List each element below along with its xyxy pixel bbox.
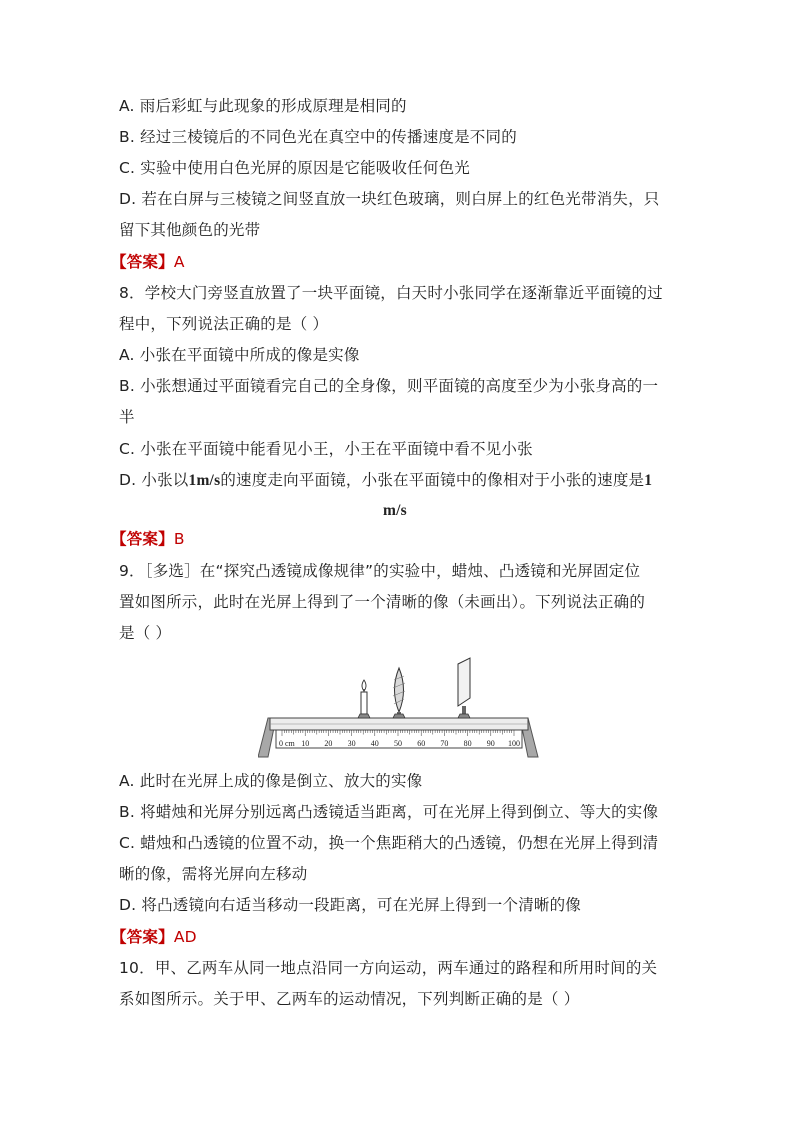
answer-label: 【答案】	[111, 253, 174, 271]
q9-option-c: C. 蜡烛和凸透镜的位置不动，换一个焦距稍大的凸透镜，仍想在光屏上得到清	[119, 834, 659, 852]
q8-option-b-continued: 半	[119, 408, 135, 426]
q8-option-d-middle: 的速度走向平面镜，小张在平面镜中的像相对于小张的速度是	[220, 471, 645, 489]
q8-option-c: C. 小张在平面镜中能看见小王，小王在平面镜中看不见小张	[119, 440, 533, 458]
light-screen-icon	[458, 658, 470, 718]
answer-value: B	[173, 530, 185, 548]
ruler-tick-label: 70	[440, 739, 449, 748]
candle-icon	[358, 680, 370, 718]
answer-label: 【答案】	[111, 928, 174, 946]
ruler-tick-label: 50	[394, 739, 402, 748]
q8-relative-speed-unit: m/s	[383, 502, 407, 519]
ruler-tick-label: 80	[463, 739, 472, 748]
ruler-tick-label: 10	[301, 739, 310, 748]
q7-option-a: A. 雨后彩虹与此现象的形成原理是相同的	[119, 97, 407, 115]
q9-option-c-continued: 晰的像，需将光屏向左移动	[119, 865, 308, 883]
answer-value: AD	[173, 928, 197, 946]
q9-option-b: B. 将蜡烛和光屏分别远离凸透镜适当距离，可在光屏上得到倒立、等大的实像	[119, 803, 659, 821]
q8-stem-line-1: 8．学校大门旁竖直放置了一块平面镜，白天时小张同学在逐渐靠近平面镜的过	[119, 284, 663, 302]
answer-label: 【答案】	[111, 530, 174, 548]
q9-stem-line-3: 是（ ）	[119, 624, 172, 642]
q9-option-d: D. 将凸透镜向右适当移动一段距离，可在光屏上得到一个清晰的像	[119, 896, 581, 914]
q7-option-d-continued: 留下其他颜色的光带	[119, 221, 261, 239]
ruler-tick-label: 60	[417, 739, 426, 748]
q10-stem-line-2: 系如图所示。关于甲、乙两车的运动情况，下列判断正确的是（ ）	[119, 990, 580, 1008]
q8-answer	[111, 528, 185, 550]
q8-relative-speed-number: 1	[644, 472, 653, 489]
ruler-tick-label: 30	[347, 739, 356, 748]
q8-option-b: B. 小张想通过平面镜看完自己的全身像，则平面镜的高度至少为小张身高的一	[119, 377, 659, 395]
q8-option-d	[119, 469, 652, 492]
optical-bench-figure	[258, 650, 540, 760]
q7-option-d: D. 若在白屏与三棱镜之间竖直放一块红色玻璃，则白屏上的红色光带消失，只	[119, 190, 660, 208]
q9-stem-line-1: 9．［多选］在“探究凸透镜成像规律”的实验中，蜡烛、凸透镜和光屏固定位	[119, 562, 641, 580]
q9-answer	[111, 926, 197, 948]
convex-lens-icon	[393, 668, 405, 718]
q7-option-c: C. 实验中使用白色光屏的原因是它能吸收任何色光	[119, 159, 470, 177]
q8-option-a: A. 小张在平面镜中所成的像是实像	[119, 346, 360, 364]
ruler-tick-label: 90	[486, 739, 495, 748]
q9-option-a: A. 此时在光屏上成的像是倒立、放大的实像	[119, 772, 423, 790]
q9-stem-line-2: 置如图所示，此时在光屏上得到了一个清晰的像（未画出）。下列说法正确的	[119, 593, 646, 611]
q10-stem-line-1: 10．甲、乙两车从同一地点沿同一方向运动，两车通过的路程和所用时间的关	[119, 959, 658, 977]
ruler-tick-label: 0 cm	[279, 739, 295, 748]
q7-option-b: B. 经过三棱镜后的不同色光在真空中的传播速度是不同的	[119, 128, 517, 146]
q8-option-d-prefix: D. 小张以	[119, 471, 189, 489]
q8-stem-line-2: 程中，下列说法正确的是（ ）	[119, 315, 329, 333]
answer-value: A	[173, 253, 185, 271]
ruler-tick-label: 100	[508, 739, 520, 748]
q8-speed-value: 1m/s	[188, 472, 221, 489]
q7-answer	[111, 251, 185, 273]
ruler-tick-label: 20	[324, 739, 333, 748]
ruler-tick-label: 40	[370, 739, 379, 748]
